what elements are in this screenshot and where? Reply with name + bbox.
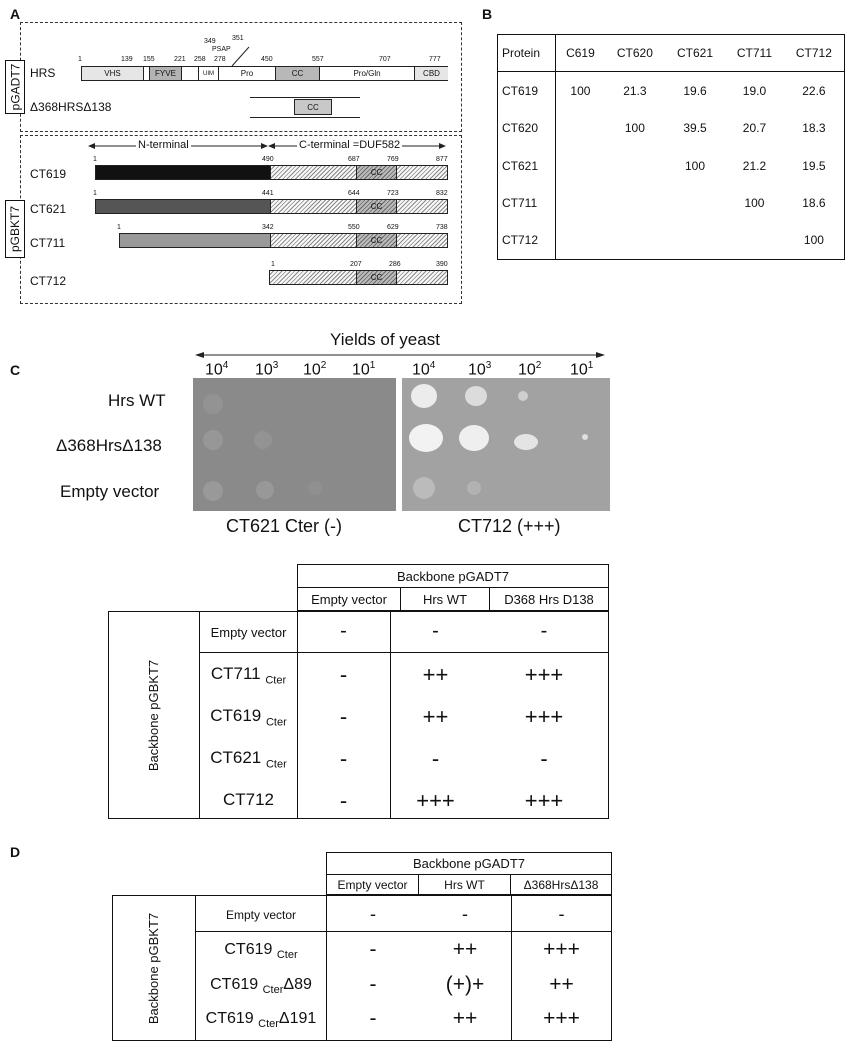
table-row [498, 147, 844, 184]
pgbkt7-label: pGBKT7 [5, 200, 25, 258]
hrs-tick: 707 [379, 56, 391, 63]
row-header: CT620 [498, 110, 556, 147]
dilution-label: $10^3$ [255, 360, 279, 379]
hrs-tick: 351 [232, 35, 244, 42]
ct711-tick: 550 [348, 224, 360, 231]
interaction-table-c [108, 611, 609, 819]
identity-cell: 19.0 [742, 83, 767, 98]
ct619-bar [95, 165, 448, 180]
hrs-tick: 139 [121, 56, 133, 63]
psap-label: PSAP [212, 46, 231, 53]
pro-domain: Pro [218, 67, 275, 80]
table-header-cell: CT621 [665, 35, 725, 71]
proglnx-domain: Pro/Gln [319, 67, 414, 80]
ct619-label: CT619 [30, 167, 67, 181]
column-header: D368 Hrs D138 [490, 588, 609, 611]
ct619-cc: CC [356, 166, 396, 179]
table-header-cell: CT711 [725, 35, 784, 71]
ct621-tick: 441 [262, 190, 274, 197]
ct711-label: CT711 [30, 236, 66, 250]
table-row [498, 71, 844, 110]
result-cell: +++ [543, 1007, 580, 1030]
panel-d-letter: D [10, 844, 21, 860]
ct621-tick: 1 [93, 190, 97, 197]
dilution-label: $10^2$ [518, 360, 542, 379]
ct621-tick: 832 [436, 190, 448, 197]
dilution-label: $10^2$ [303, 360, 327, 379]
hrs-label: HRS [30, 66, 56, 80]
ct712-tick: 390 [436, 261, 448, 268]
hrs-tick: 221 [174, 56, 186, 63]
dilution-label: $10^4$ [205, 360, 229, 379]
row-divider [196, 931, 611, 932]
backbone-pgadt7-header: Backbone pGADT7 [326, 852, 612, 875]
identity-cell: 21.2 [742, 158, 767, 173]
backbone-pgbkt7-side: Backbone pGBKT7 [113, 896, 196, 1040]
ct621-cc: CC [356, 200, 396, 213]
ct619-tick: 490 [262, 156, 274, 163]
hrs-tick: 258 [194, 56, 206, 63]
identity-cell: 100 [624, 121, 645, 136]
column-header: Hrs WT [401, 588, 490, 611]
identity-cell: 18.6 [802, 195, 826, 210]
fyve-domain: FYVE [149, 67, 181, 80]
row-name: CT712 [222, 790, 275, 809]
row-divider [200, 652, 608, 653]
identity-cell [665, 222, 725, 259]
ct619-tick: 877 [436, 156, 448, 163]
ct621-tick: 723 [387, 190, 399, 197]
ct619-tick: 1 [93, 156, 97, 163]
ct712-tick: 286 [389, 261, 401, 268]
plate-row-label: Empty vector [60, 482, 160, 501]
hrs-tick: 450 [261, 56, 273, 63]
result-cell: - [339, 704, 348, 729]
dilution-label: $10^4$ [412, 360, 436, 379]
result-cell: +++ [416, 788, 455, 813]
result-cell: (+)+ [445, 973, 485, 996]
ct712-cc: CC [356, 271, 396, 284]
ct712-tick: 1 [271, 261, 275, 268]
panel-b-letter: B [482, 6, 493, 22]
result-cell: - [369, 973, 377, 996]
result-cell: - [431, 746, 440, 771]
identity-cell [725, 222, 784, 259]
hrs-trunc-label: Δ368HRSΔ138 [30, 100, 112, 114]
ct619-tick: 687 [348, 156, 360, 163]
row-name: Empty vector [210, 625, 287, 640]
hrs-tick: 155 [143, 56, 155, 63]
column-header: Δ368HrsΔ138 [511, 875, 612, 895]
hrs-construct [78, 25, 458, 125]
uim-domain: UIM [198, 67, 218, 80]
plate-right-caption: CT712 (+++) [458, 516, 561, 536]
n-terminal-label: N-terminal [138, 139, 189, 151]
row-name: CT621 $_{Cter}$ [210, 748, 287, 771]
table-header-cell: CT712 [784, 35, 844, 71]
result-cell: ++ [452, 1007, 478, 1030]
identity-cell [605, 184, 665, 221]
ct711-tick: 342 [262, 224, 274, 231]
identity-cell [605, 222, 665, 259]
panel-a-letter: A [10, 6, 21, 22]
result-cell: - [540, 620, 548, 642]
ct619-tick: 769 [387, 156, 399, 163]
row-name: CT711 $_{Cter}$ [210, 664, 287, 687]
plate-row-label: Δ368HrsΔ138 [56, 436, 162, 455]
result-cell: +++ [524, 662, 564, 687]
result-cell: +++ [543, 938, 580, 961]
result-cell: - [432, 620, 439, 642]
ct712-bar [269, 270, 448, 285]
plate-left-image [193, 378, 396, 511]
result-cell: - [339, 662, 348, 687]
hrs-tick: 777 [429, 56, 441, 63]
column-header: Empty vector [326, 875, 419, 895]
cc-domain: CC [275, 67, 319, 80]
table-header-cell: C619 [556, 35, 605, 71]
result-cell: - [462, 904, 468, 924]
identity-cell [665, 184, 725, 221]
ct621-tick: 644 [348, 190, 360, 197]
identity-cell: 100 [685, 158, 706, 173]
result-cell: +++ [524, 704, 564, 729]
result-cell: - [558, 904, 565, 924]
ct621-label: CT621 [30, 202, 67, 216]
hrs-bar [81, 66, 448, 81]
table-row [498, 222, 844, 259]
row-name: Empty vector [225, 908, 297, 922]
ct711-tick: 738 [436, 224, 448, 231]
ct711-bar [119, 233, 448, 248]
hrs-trunc-line-top [250, 97, 360, 98]
dilution-label: $10^3$ [468, 360, 492, 379]
c-terminal-label: C-terminal =DUF582 [299, 139, 401, 151]
identity-cell: 19.6 [683, 83, 707, 98]
row-name: CT619 $_{Cter}$Δ191 [205, 1010, 317, 1031]
yields-title: Yields of yeast [330, 330, 440, 349]
result-cell: ++ [422, 704, 449, 729]
ct621-bar [95, 199, 448, 214]
result-cell: - [340, 620, 347, 642]
plate-left-caption: CT621 Cter (-) [226, 516, 343, 536]
result-cell: ++ [422, 662, 449, 687]
table-row [498, 184, 844, 221]
ct711-tick: 1 [117, 224, 121, 231]
result-cell: +++ [524, 788, 564, 813]
hrs-tick: 278 [214, 56, 226, 63]
hrs-tick: 1 [78, 56, 82, 63]
hrs-tick: 557 [312, 56, 324, 63]
identity-cell: 19.5 [802, 158, 826, 173]
ct711-tick: 629 [387, 224, 399, 231]
dilution-label: $10^1$ [570, 360, 594, 379]
identity-cell: 21.3 [623, 83, 647, 98]
identity-cell [556, 184, 605, 221]
plate-row-label: Hrs WT [108, 391, 166, 410]
backbone-pgadt7-header: Backbone pGADT7 [297, 564, 609, 588]
interaction-table-d [112, 895, 612, 1041]
identity-cell: 100 [570, 83, 591, 98]
hrs-tick: 349 [204, 38, 216, 45]
identity-cell: 100 [803, 233, 824, 248]
dilution-label: $10^1$ [352, 360, 376, 379]
row-header: CT619 [498, 71, 556, 110]
row-name: CT619 $_{Cter}$ [210, 706, 287, 729]
result-cell: - [339, 746, 348, 771]
vhs-domain: VHS [82, 67, 143, 80]
row-header: CT712 [498, 222, 556, 259]
identity-cell [605, 147, 665, 184]
plate-right-image [402, 378, 610, 511]
cbd-domain: CBD [414, 67, 448, 80]
identity-cell: 100 [744, 195, 765, 210]
result-cell: ++ [452, 938, 478, 961]
row-header: CT621 [498, 147, 556, 184]
column-header: Empty vector [297, 588, 401, 611]
row-header: CT711 [498, 184, 556, 221]
table-row [498, 110, 844, 147]
table-header-cell: Protein [498, 35, 556, 71]
table-header-cell: CT620 [605, 35, 665, 71]
pgadt7-label: pGADT7 [5, 60, 25, 114]
hrs-trunc-cc: CC [294, 99, 332, 115]
result-cell: - [370, 904, 376, 924]
column-header: Hrs WT [419, 875, 511, 895]
identity-cell: 39.5 [683, 121, 707, 136]
identity-cell [556, 147, 605, 184]
identity-table [497, 34, 845, 260]
row-name: CT619 $_{Cter}$ [224, 941, 298, 962]
ct712-label: CT712 [30, 274, 67, 288]
result-cell: ++ [549, 973, 574, 996]
backbone-pgbkt7-side: Backbone pGBKT7 [109, 612, 200, 818]
identity-cell: 22.6 [802, 83, 826, 98]
result-cell: - [369, 938, 377, 961]
result-cell: - [369, 1007, 377, 1030]
identity-cell [556, 110, 605, 147]
identity-cell [556, 222, 605, 259]
identity-cell: 20.7 [742, 121, 767, 136]
ct711-cc: CC [356, 234, 396, 247]
row-name: CT619 $_{Cter}$Δ89 [210, 976, 312, 997]
result-cell: - [540, 746, 548, 771]
identity-cell: 18.3 [802, 121, 826, 136]
result-cell: - [339, 788, 348, 813]
hrs-trunc-line-bottom [250, 117, 360, 118]
ct712-tick: 207 [350, 261, 362, 268]
panel-c-letter: C [10, 362, 21, 378]
